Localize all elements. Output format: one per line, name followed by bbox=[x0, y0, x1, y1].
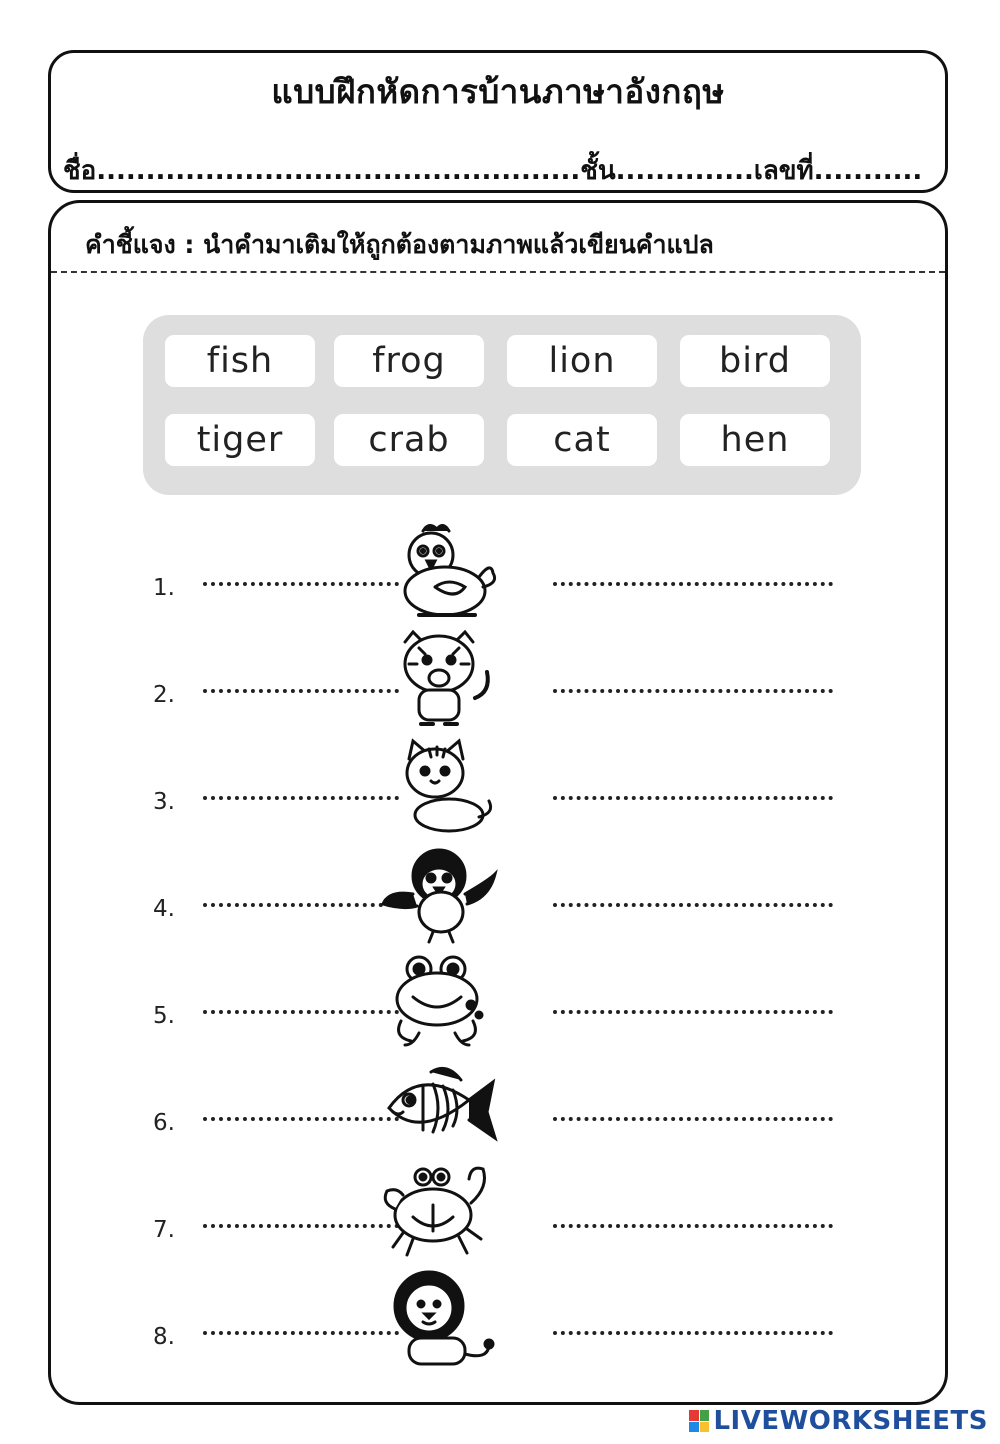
question-row bbox=[51, 870, 951, 940]
question-number: 6. bbox=[153, 1110, 175, 1136]
word-card: hen bbox=[680, 414, 830, 466]
answer-word-blank[interactable] bbox=[203, 689, 399, 693]
answer-word-blank[interactable] bbox=[203, 1117, 399, 1121]
translation-blank[interactable] bbox=[553, 796, 833, 800]
question-number: 1. bbox=[153, 575, 175, 601]
translation-blank[interactable] bbox=[553, 689, 833, 693]
answer-word-blank[interactable] bbox=[203, 903, 399, 907]
question-number: 3. bbox=[153, 789, 175, 815]
answer-word-blank[interactable] bbox=[203, 1224, 399, 1228]
answer-word-blank[interactable] bbox=[203, 796, 399, 800]
word-card: tiger bbox=[165, 414, 315, 466]
question-row bbox=[51, 1084, 951, 1154]
student-info-line: ชื่อ.................................................ชั้น..............เลขที่........... bbox=[63, 156, 923, 186]
question-row bbox=[51, 656, 951, 726]
word-card: frog bbox=[334, 335, 484, 387]
word-card: lion bbox=[507, 335, 657, 387]
question-number: 2. bbox=[153, 682, 175, 708]
exercise-box bbox=[48, 200, 948, 1405]
footer-brand: LIVEWORKSHEETS bbox=[713, 1406, 988, 1436]
translation-blank[interactable] bbox=[553, 1224, 833, 1228]
question-row bbox=[51, 977, 951, 1047]
translation-blank[interactable] bbox=[553, 903, 833, 907]
hen-icon bbox=[379, 521, 499, 625]
crab-icon bbox=[379, 1163, 499, 1267]
dashed-divider bbox=[51, 271, 945, 273]
question-number: 8. bbox=[153, 1324, 175, 1350]
tiger-icon bbox=[379, 628, 499, 732]
bird-icon bbox=[379, 842, 499, 946]
word-card: fish bbox=[165, 335, 315, 387]
answer-word-blank[interactable] bbox=[203, 582, 399, 586]
word-bank bbox=[143, 315, 861, 495]
word-card: cat bbox=[507, 414, 657, 466]
question-row bbox=[51, 1191, 951, 1261]
word-card: bird bbox=[680, 335, 830, 387]
instructions: คำชี้แจง : นำคำมาเติมให้ถูกต้องตามภาพแล้วเขียนคำแปล bbox=[85, 230, 714, 259]
question-row bbox=[51, 763, 951, 833]
frog-icon bbox=[379, 949, 499, 1053]
worksheet-title: แบบฝึกหัดการบ้านภาษาอังกฤษ bbox=[271, 72, 725, 111]
answer-word-blank[interactable] bbox=[203, 1010, 399, 1014]
question-number: 7. bbox=[153, 1217, 175, 1243]
question-row bbox=[51, 549, 951, 619]
header-box bbox=[48, 50, 948, 193]
word-card: crab bbox=[334, 414, 484, 466]
answer-word-blank[interactable] bbox=[203, 1331, 399, 1335]
liveworksheets-logo-icon bbox=[689, 1410, 709, 1432]
translation-blank[interactable] bbox=[553, 1331, 833, 1335]
translation-blank[interactable] bbox=[553, 1010, 833, 1014]
question-number: 4. bbox=[153, 896, 175, 922]
translation-blank[interactable] bbox=[553, 1117, 833, 1121]
question-row bbox=[51, 1298, 951, 1368]
liveworksheets-footer bbox=[689, 1406, 988, 1436]
cat-icon bbox=[379, 735, 499, 839]
translation-blank[interactable] bbox=[553, 582, 833, 586]
question-number: 5. bbox=[153, 1003, 175, 1029]
fish-icon bbox=[379, 1056, 499, 1160]
lion-icon bbox=[379, 1270, 499, 1374]
